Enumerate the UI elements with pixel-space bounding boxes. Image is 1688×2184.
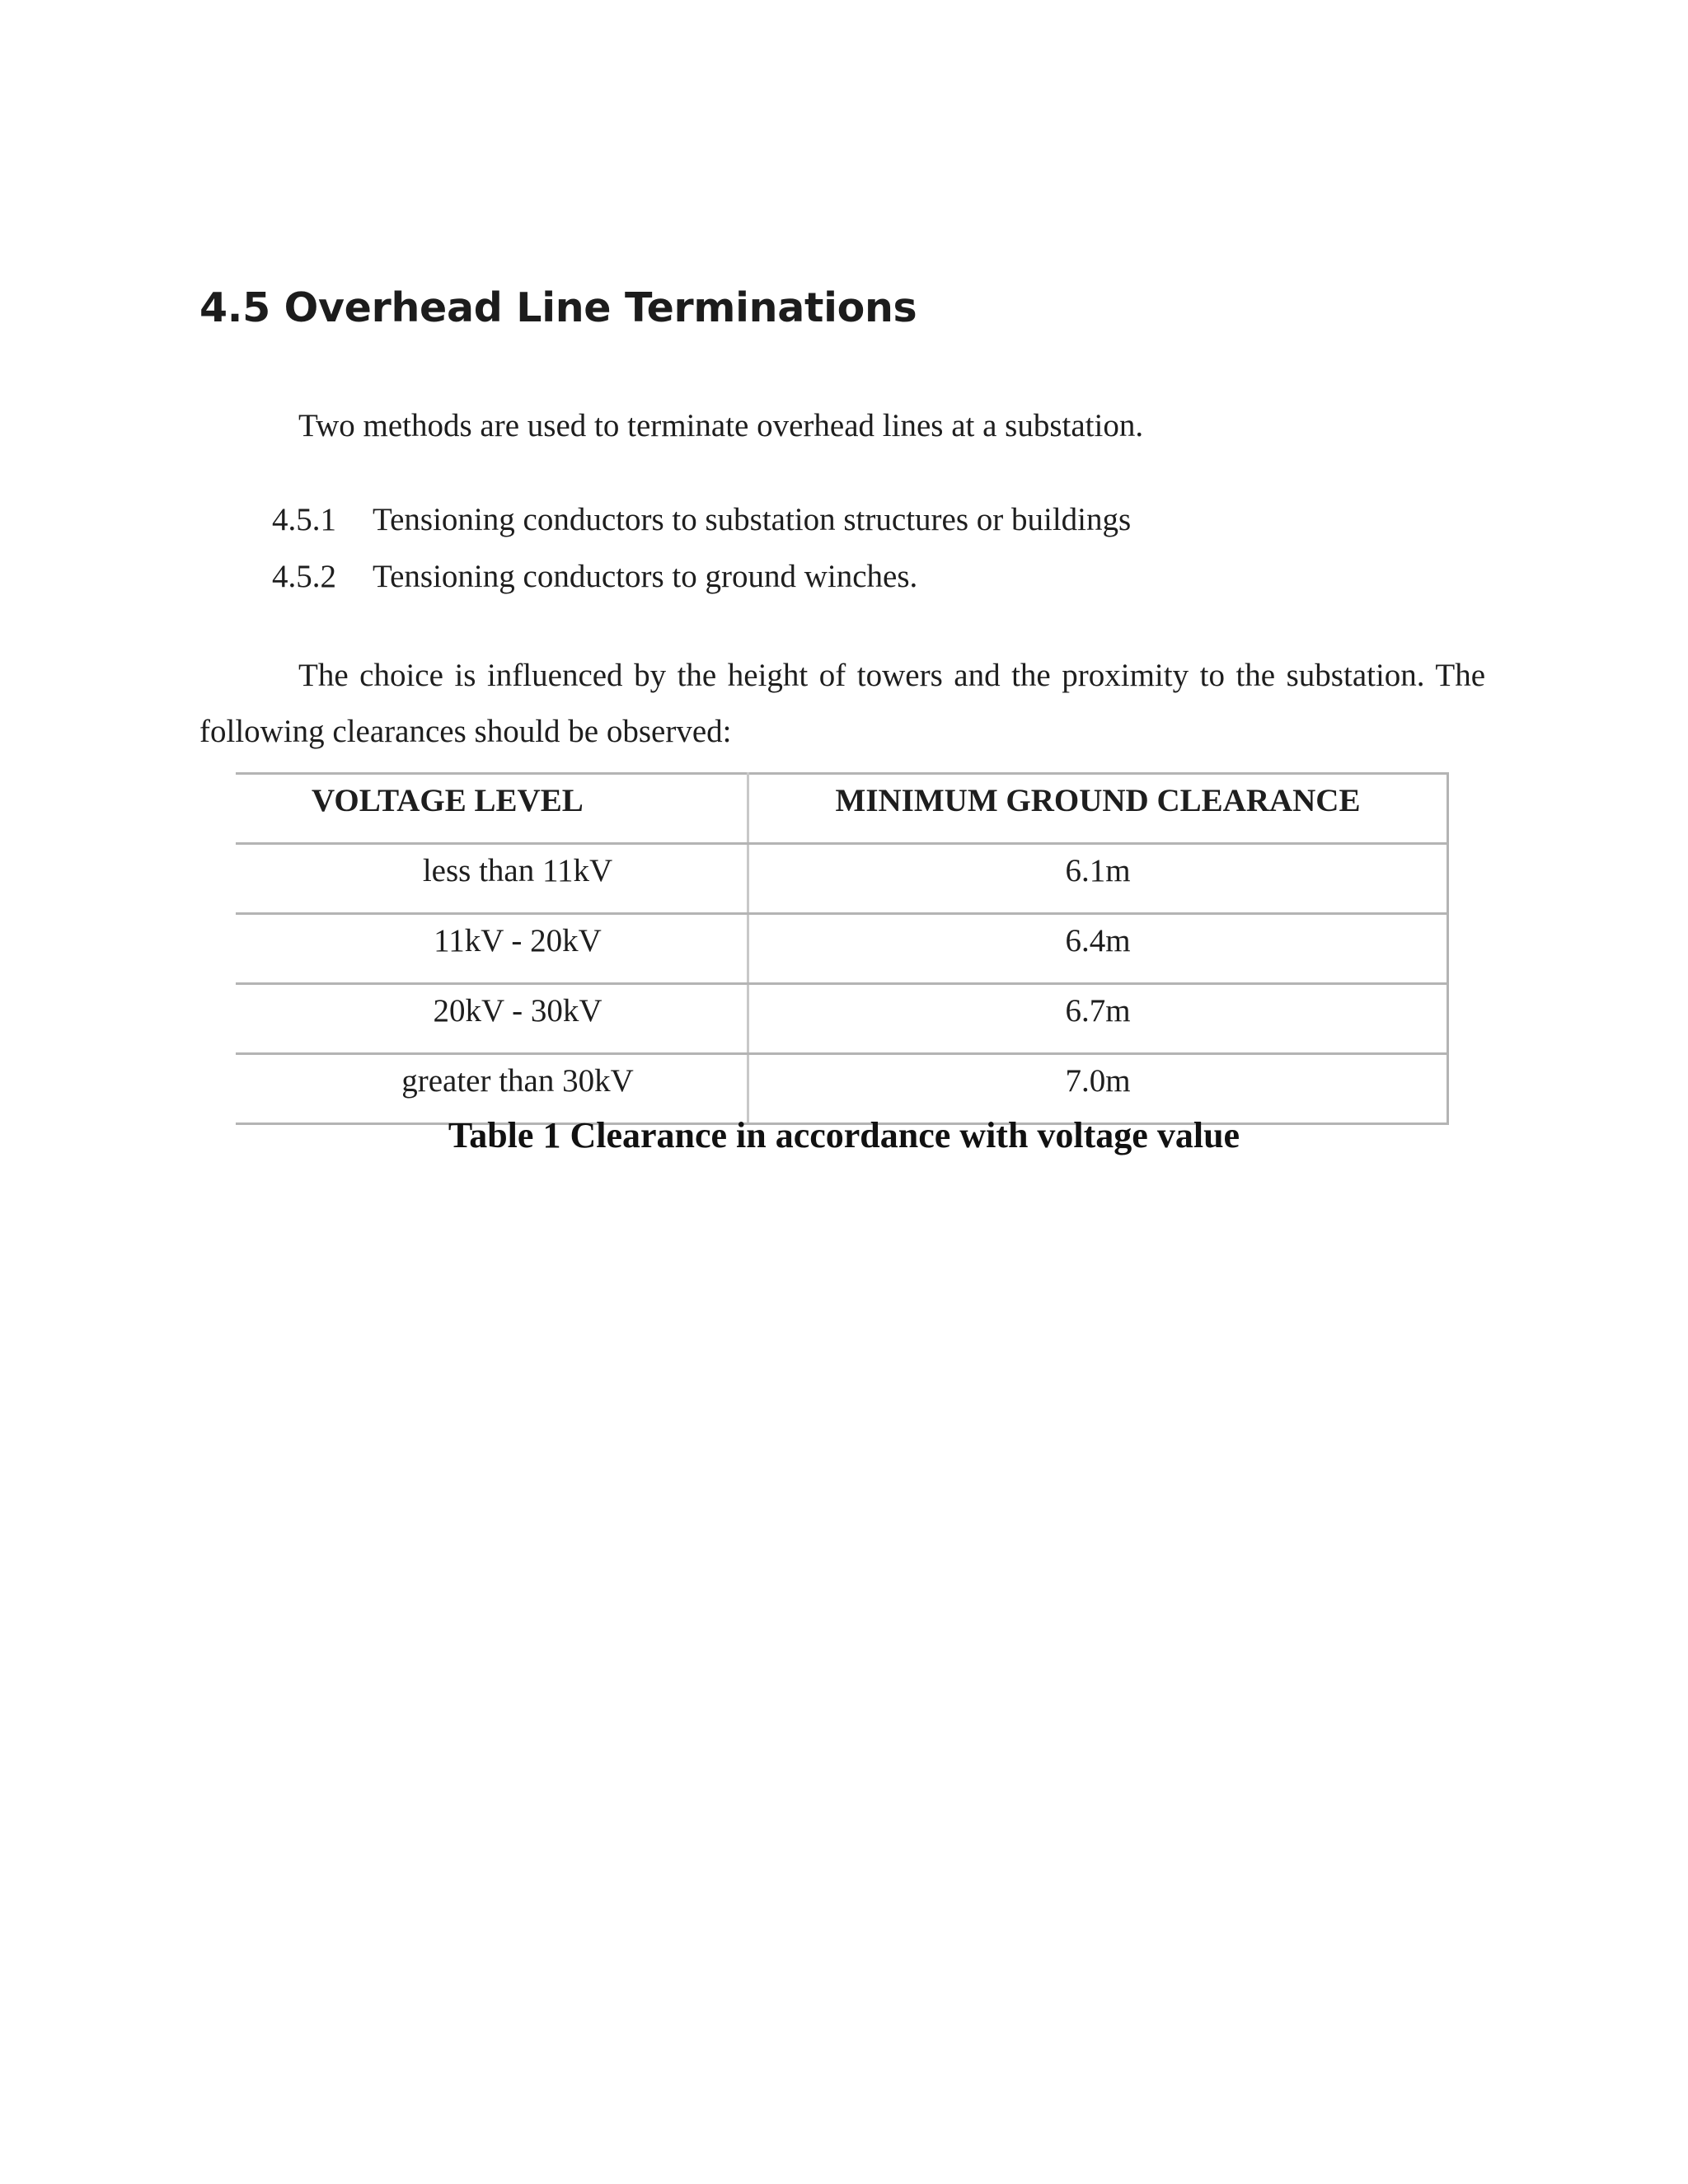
- table-row: [236, 1054, 1448, 1124]
- header-minimum-clearance: MINIMUM GROUND CLEARANCE: [748, 774, 1448, 844]
- method-number: 4.5.2: [272, 559, 336, 594]
- table-row: [236, 914, 1448, 984]
- method-item: [272, 497, 1131, 543]
- header-voltage-level: VOLTAGE LEVEL: [236, 774, 748, 844]
- voltage-cell: less than 11kV: [236, 844, 748, 914]
- intro-paragraph: Two methods are used to terminate overhead lines at a substation.: [298, 408, 1144, 443]
- table-row: [236, 844, 1448, 914]
- table-header-row: [236, 774, 1448, 844]
- method-text: Tensioning conductors to substation structures or buildings: [373, 502, 1132, 537]
- clearance-cell: 6.1m: [748, 844, 1448, 914]
- section-heading: 4.5 Overhead Line Terminations: [199, 284, 917, 331]
- clearance-cell: 6.4m: [748, 914, 1448, 984]
- voltage-cell: 20kV - 30kV: [236, 984, 748, 1054]
- clearance-table: [236, 772, 1449, 1125]
- clearance-cell: 6.7m: [748, 984, 1448, 1054]
- voltage-cell: 11kV - 20kV: [236, 914, 748, 984]
- choice-paragraph: The choice is influenced by the height of towers and the proximity to the substation. The following clearances should be observed:: [199, 658, 1485, 749]
- method-item: [272, 554, 917, 600]
- table-row: [236, 984, 1448, 1054]
- method-text: Tensioning conductors to ground winches.: [373, 559, 918, 594]
- voltage-cell: greater than 30kV: [236, 1054, 748, 1124]
- method-number: 4.5.1: [272, 502, 336, 537]
- clearance-cell: 7.0m: [748, 1054, 1448, 1124]
- table-caption: Table 1 Clearance in accordance with voltage value: [448, 1115, 1240, 1155]
